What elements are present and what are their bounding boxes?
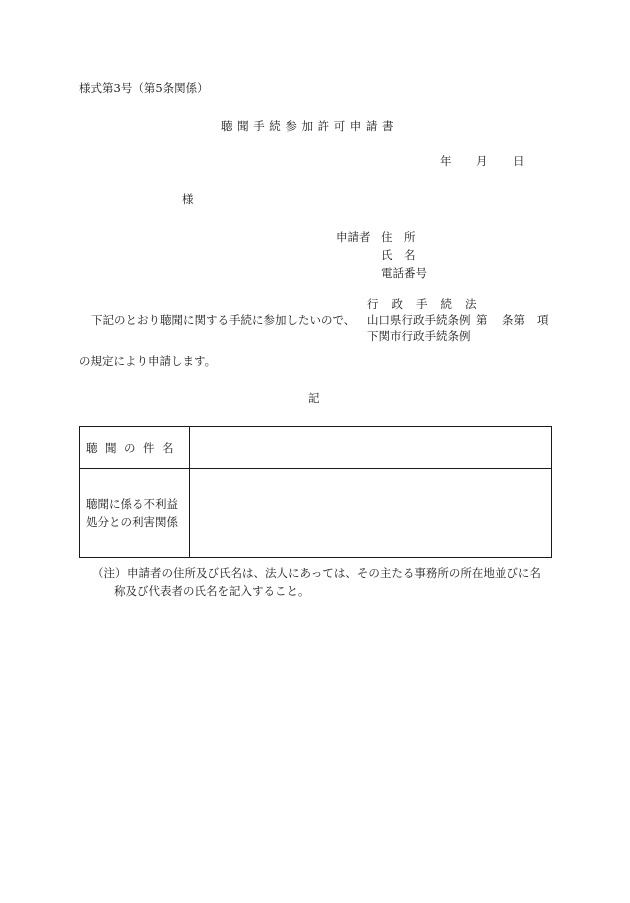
table-row [80,427,552,469]
form-number: 様式第3号（第5条関係） [79,81,209,95]
interest-relation-field[interactable] [190,469,552,558]
date-day: 日 [513,154,525,168]
closing-text: の規定により申請します。 [79,354,217,368]
law-option-act: 行政手続法 [367,297,490,311]
document-title: 聴聞手続参加許可申請書 [221,119,399,133]
interest-relation-label-line1: 聴聞に係る不利益 [86,497,178,511]
applicant-name-label: 氏 名 [381,248,416,262]
interest-relation-label [80,469,190,558]
article-dai: 第 [476,313,488,327]
date-year: 年 [440,154,452,168]
hearing-subject-label: 聴聞の件名 [80,427,190,469]
note-line1: 申請者の住所及び氏名は、法人にあっては、その主たる事務所の所在地並びに名 [127,566,541,580]
article-jou: 条第 [502,313,525,327]
note-line2: 称及び代表者の氏名を記入すること。 [114,584,310,598]
applicant-address-label: 住 所 [381,230,416,244]
table-row [80,469,552,558]
note-prefix: （注） [92,566,127,580]
addressee-suffix: 様 [182,192,194,206]
law-option-city: 下関市行政手続条例 [367,329,471,343]
law-option-prefectural: 山口県行政手続条例 [367,313,471,327]
applicant-label: 申請者 [336,230,371,244]
article-kou: 項 [537,313,549,327]
body-text: 下記のとおり聴聞に関する手続に参加したいので、 [91,313,356,327]
ki-heading: 記 [308,391,320,405]
hearing-subject-field[interactable] [190,427,552,469]
applicant-phone-label: 電話番号 [381,266,427,280]
date-month: 月 [476,154,488,168]
application-table [79,426,552,558]
interest-relation-label-line2: 処分との利害関係 [86,515,178,529]
